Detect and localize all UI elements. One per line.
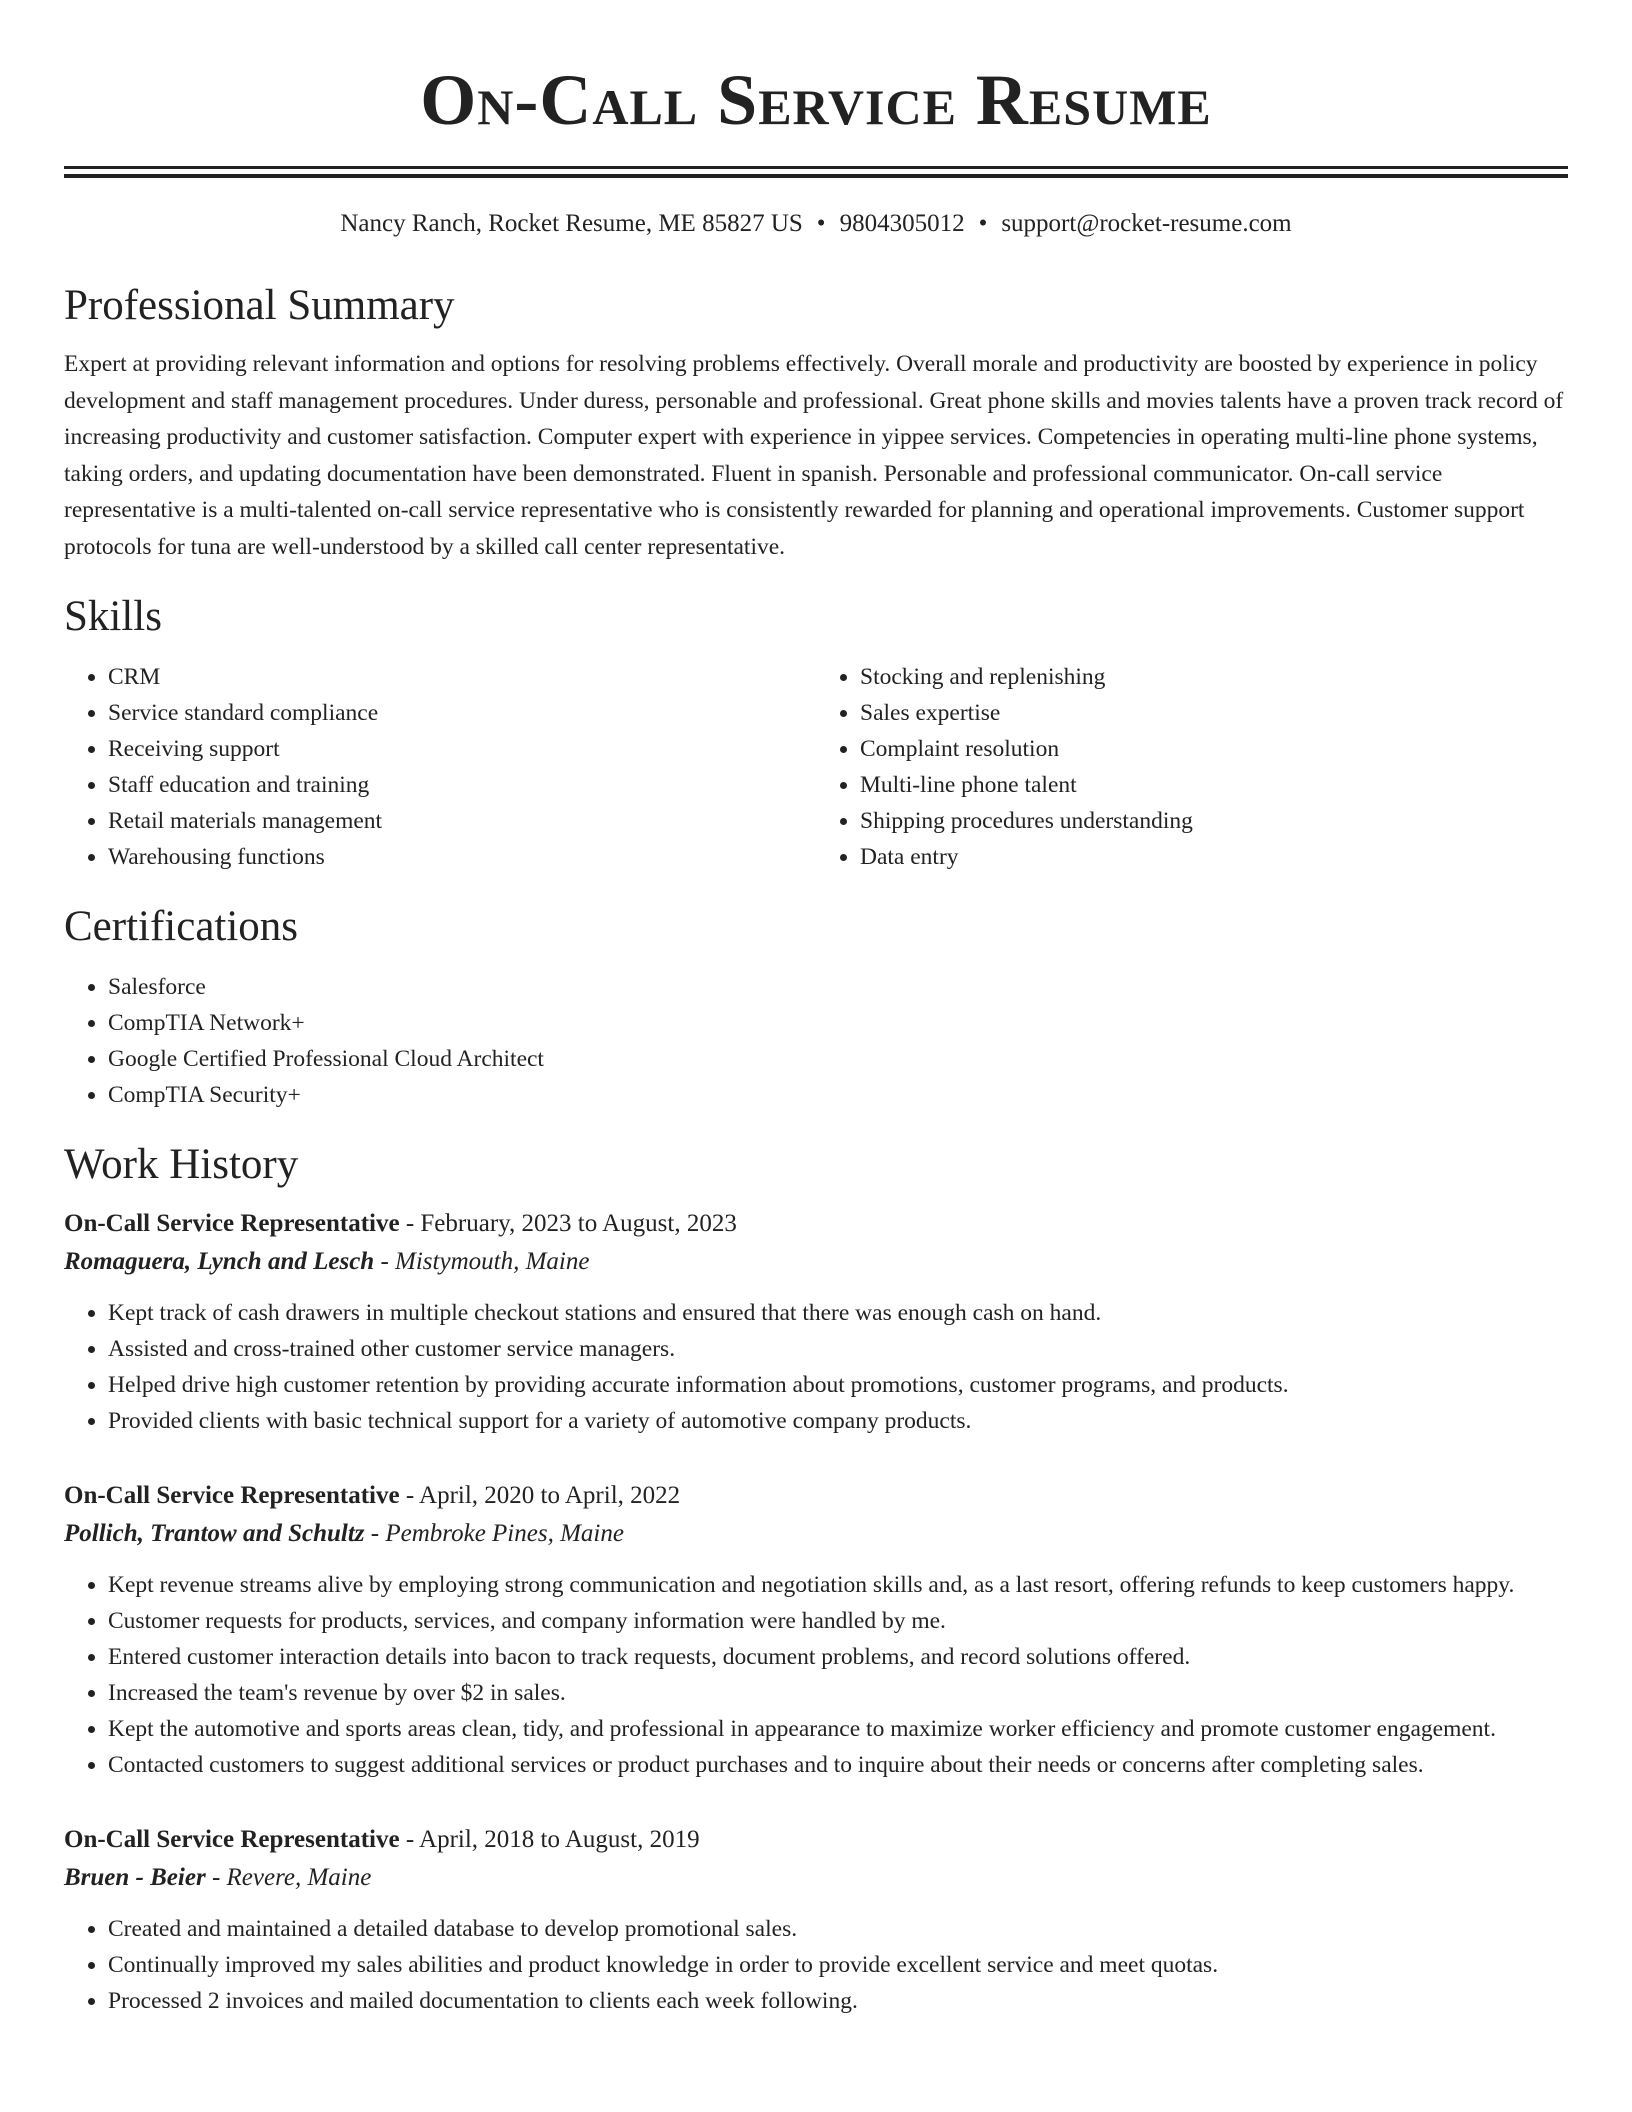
job-title-line bbox=[64, 1477, 1568, 1515]
skill-item: • Receiving support bbox=[108, 731, 816, 767]
contact-address: Nancy Ranch, Rocket Resume, ME 85827 US bbox=[340, 210, 803, 237]
skills-list-left bbox=[64, 659, 816, 875]
contact-separator: • bbox=[978, 210, 988, 237]
job-bullet: • Processed 2 invoices and mailed documentation to clients each week following. bbox=[108, 1983, 1568, 2019]
skill-item: • Service standard compliance bbox=[108, 695, 816, 731]
dash: - bbox=[399, 1482, 420, 1509]
skill-item: • Data entry bbox=[860, 839, 1568, 875]
job-bullet: • Continually improved my sales abilities and product knowledge in order to provide excellent service and meet quotas. bbox=[108, 1947, 1568, 1983]
skill-item: • Stocking and replenishing bbox=[860, 659, 1568, 695]
contact-email[interactable]: support@rocket-resume.com bbox=[1001, 210, 1292, 237]
certification-item: • CompTIA Security+ bbox=[108, 1077, 1568, 1113]
job-entry bbox=[64, 1821, 1568, 2019]
skill-item: • Warehousing functions bbox=[108, 839, 816, 875]
job-bullet: • Created and maintained a detailed database to develop promotional sales. bbox=[108, 1911, 1568, 1947]
summary-heading: Professional Summary bbox=[64, 282, 455, 329]
job-role: On-Call Service Representative bbox=[64, 1210, 400, 1237]
job-location: Revere, Maine bbox=[226, 1864, 372, 1891]
page-title: On-Call Service Resume bbox=[420, 60, 1212, 140]
employer-line bbox=[64, 1243, 1568, 1281]
skill-item: • Shipping procedures understanding bbox=[860, 803, 1568, 839]
job-bullets bbox=[64, 1567, 1568, 1783]
job-role: On-Call Service Representative bbox=[64, 1482, 400, 1509]
job-title-line bbox=[64, 1821, 1568, 1859]
job-title-line bbox=[64, 1205, 1568, 1243]
job-dates: February, 2023 to August, 2023 bbox=[420, 1210, 737, 1237]
job-bullet: • Customer requests for products, services, and company information were handled by me. bbox=[108, 1603, 1568, 1639]
skills-columns bbox=[64, 659, 1568, 875]
skills-list-right bbox=[816, 659, 1568, 875]
skill-item: • Staff education and training bbox=[108, 767, 816, 803]
job-bullet: • Provided clients with basic technical support for a variety of automotive company products. bbox=[108, 1403, 1568, 1439]
summary-text: Expert at providing relevant information and options for resolving problems effectively. Overall morale and productivity are boosted by experience in policy development and staff management procedures. Under duress, personable and professional. Great phone skills and movies talents have a proven track record of increasing productivity and customer satisfaction. Computer expert with experience in yippee services. Competencies in operating multi-line phone systems, taking orders, and updating documentation have been demonstrated. Fluent in spanish. Personable and professional communicator. On-call service representative is a multi-talented on-call service representative who is consistently rewarded for planning and operational improvements. Customer support protocols for tuna are well-understood by a skilled call center representative. bbox=[64, 351, 1564, 560]
dash: - bbox=[399, 1210, 421, 1237]
job-company: Pollich, Trantow and Schultz bbox=[64, 1520, 365, 1547]
job-bullets bbox=[64, 1911, 1568, 2019]
work-history-heading: Work History bbox=[64, 1141, 299, 1188]
skill-item: • Sales expertise bbox=[860, 695, 1568, 731]
certification-item: • Salesforce bbox=[108, 969, 1568, 1005]
job-bullet: • Kept revenue streams alive by employing strong communication and negotiation skills and, as a last resort, offering refunds to keep customers happy. bbox=[108, 1567, 1568, 1603]
job-entry bbox=[64, 1205, 1568, 1439]
job-dates: April, 2020 to April, 2022 bbox=[419, 1482, 681, 1509]
title-divider bbox=[64, 166, 1568, 178]
job-location: Mistymouth, Maine bbox=[395, 1248, 590, 1275]
dash: - bbox=[364, 1520, 386, 1547]
job-location: Pembroke Pines, Maine bbox=[385, 1520, 624, 1547]
contact-phone: 9804305012 bbox=[839, 210, 965, 237]
job-bullet: • Contacted customers to suggest additional services or product purchases and to inquire about their needs or concerns after completing sales. bbox=[108, 1747, 1568, 1783]
job-entry bbox=[64, 1477, 1568, 1783]
job-bullet: • Increased the team's revenue by over $2 in sales. bbox=[108, 1675, 1568, 1711]
job-company: Bruen - Beier bbox=[64, 1864, 206, 1891]
job-company: Romaguera, Lynch and Lesch bbox=[64, 1248, 375, 1275]
skill-item: • CRM bbox=[108, 659, 816, 695]
certification-item: • CompTIA Network+ bbox=[108, 1005, 1568, 1041]
job-bullet: • Helped drive high customer retention by providing accurate information about promotions, customer programs, and products. bbox=[108, 1367, 1568, 1403]
skills-heading: Skills bbox=[64, 593, 162, 640]
job-bullet: • Kept track of cash drawers in multiple checkout stations and ensured that there was enough cash on hand. bbox=[108, 1295, 1568, 1331]
contact-separator: • bbox=[816, 210, 826, 237]
dash: - bbox=[399, 1826, 420, 1853]
resume-page bbox=[64, 0, 1568, 2019]
job-bullet: • Entered customer interaction details into bacon to track requests, document problems, and record solutions offered. bbox=[108, 1639, 1568, 1675]
contact-line bbox=[64, 208, 1568, 240]
dash: - bbox=[205, 1864, 227, 1891]
job-bullets bbox=[64, 1295, 1568, 1439]
skill-item: • Retail materials management bbox=[108, 803, 816, 839]
certifications-heading: Certifications bbox=[64, 903, 299, 950]
job-bullet: • Kept the automotive and sports areas clean, tidy, and professional in appearance to maximize worker efficiency and promote customer engagement. bbox=[108, 1711, 1568, 1747]
skill-item: • Multi-line phone talent bbox=[860, 767, 1568, 803]
dash: - bbox=[374, 1248, 396, 1275]
employer-line bbox=[64, 1515, 1568, 1553]
employer-line bbox=[64, 1859, 1568, 1897]
job-bullet: • Assisted and cross-trained other customer service managers. bbox=[108, 1331, 1568, 1367]
skill-item: • Complaint resolution bbox=[860, 731, 1568, 767]
certifications-list bbox=[64, 969, 1568, 1113]
job-dates: April, 2018 to August, 2019 bbox=[419, 1826, 700, 1853]
job-role: On-Call Service Representative bbox=[64, 1826, 400, 1853]
certification-item: • Google Certified Professional Cloud Architect bbox=[108, 1041, 1568, 1077]
